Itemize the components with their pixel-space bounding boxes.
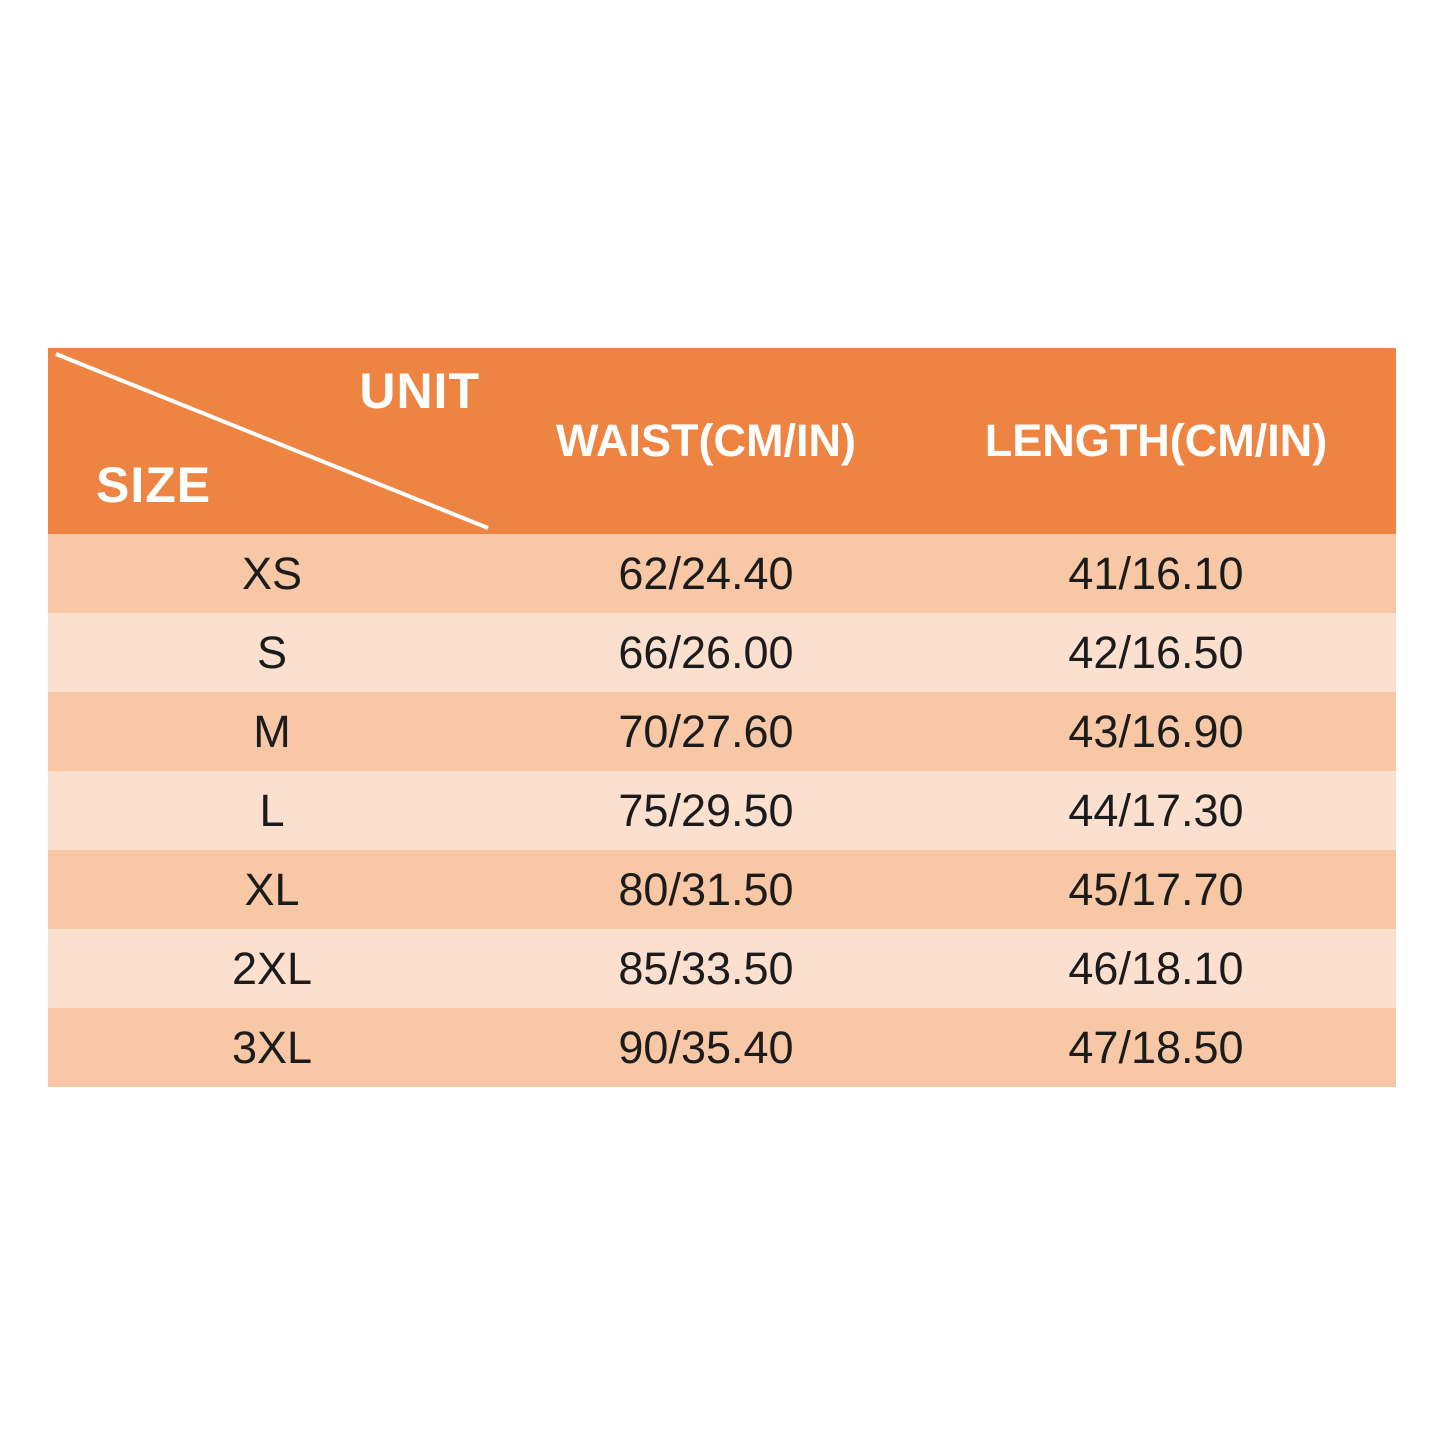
header-length: LENGTH(CM/IN)	[916, 348, 1396, 534]
cell-length: 41/16.10	[916, 534, 1396, 613]
cell-waist: 80/31.50	[496, 850, 916, 929]
table-row	[48, 850, 1396, 929]
cell-waist: 90/35.40	[496, 1008, 916, 1087]
cell-length: 43/16.90	[916, 692, 1396, 771]
header-waist: WAIST(CM/IN)	[496, 348, 916, 534]
cell-waist: 70/27.60	[496, 692, 916, 771]
unit-header-label: UNIT	[359, 363, 480, 419]
table-row	[48, 771, 1396, 850]
cell-waist: 75/29.50	[496, 771, 916, 850]
table-row	[48, 613, 1396, 692]
cell-size: XL	[48, 850, 496, 929]
cell-waist: 85/33.50	[496, 929, 916, 1008]
table-row	[48, 1008, 1396, 1087]
cell-size: XS	[48, 534, 496, 613]
cell-waist: 62/24.40	[496, 534, 916, 613]
table-header	[48, 348, 1396, 534]
table-body	[48, 534, 1396, 1087]
cell-size: S	[48, 613, 496, 692]
table-row	[48, 534, 1396, 613]
header-corner-cell	[48, 348, 496, 534]
table-row	[48, 929, 1396, 1008]
table-row	[48, 692, 1396, 771]
cell-length: 47/18.50	[916, 1008, 1396, 1087]
size-header-label: SIZE	[96, 457, 212, 513]
cell-size: M	[48, 692, 496, 771]
cell-size: 2XL	[48, 929, 496, 1008]
cell-waist: 66/26.00	[496, 613, 916, 692]
cell-length: 45/17.70	[916, 850, 1396, 929]
cell-size: 3XL	[48, 1008, 496, 1087]
size-chart-table	[48, 348, 1396, 1087]
cell-length: 42/16.50	[916, 613, 1396, 692]
cell-length: 46/18.10	[916, 929, 1396, 1008]
cell-size: L	[48, 771, 496, 850]
cell-length: 44/17.30	[916, 771, 1396, 850]
header-row	[48, 348, 1396, 534]
